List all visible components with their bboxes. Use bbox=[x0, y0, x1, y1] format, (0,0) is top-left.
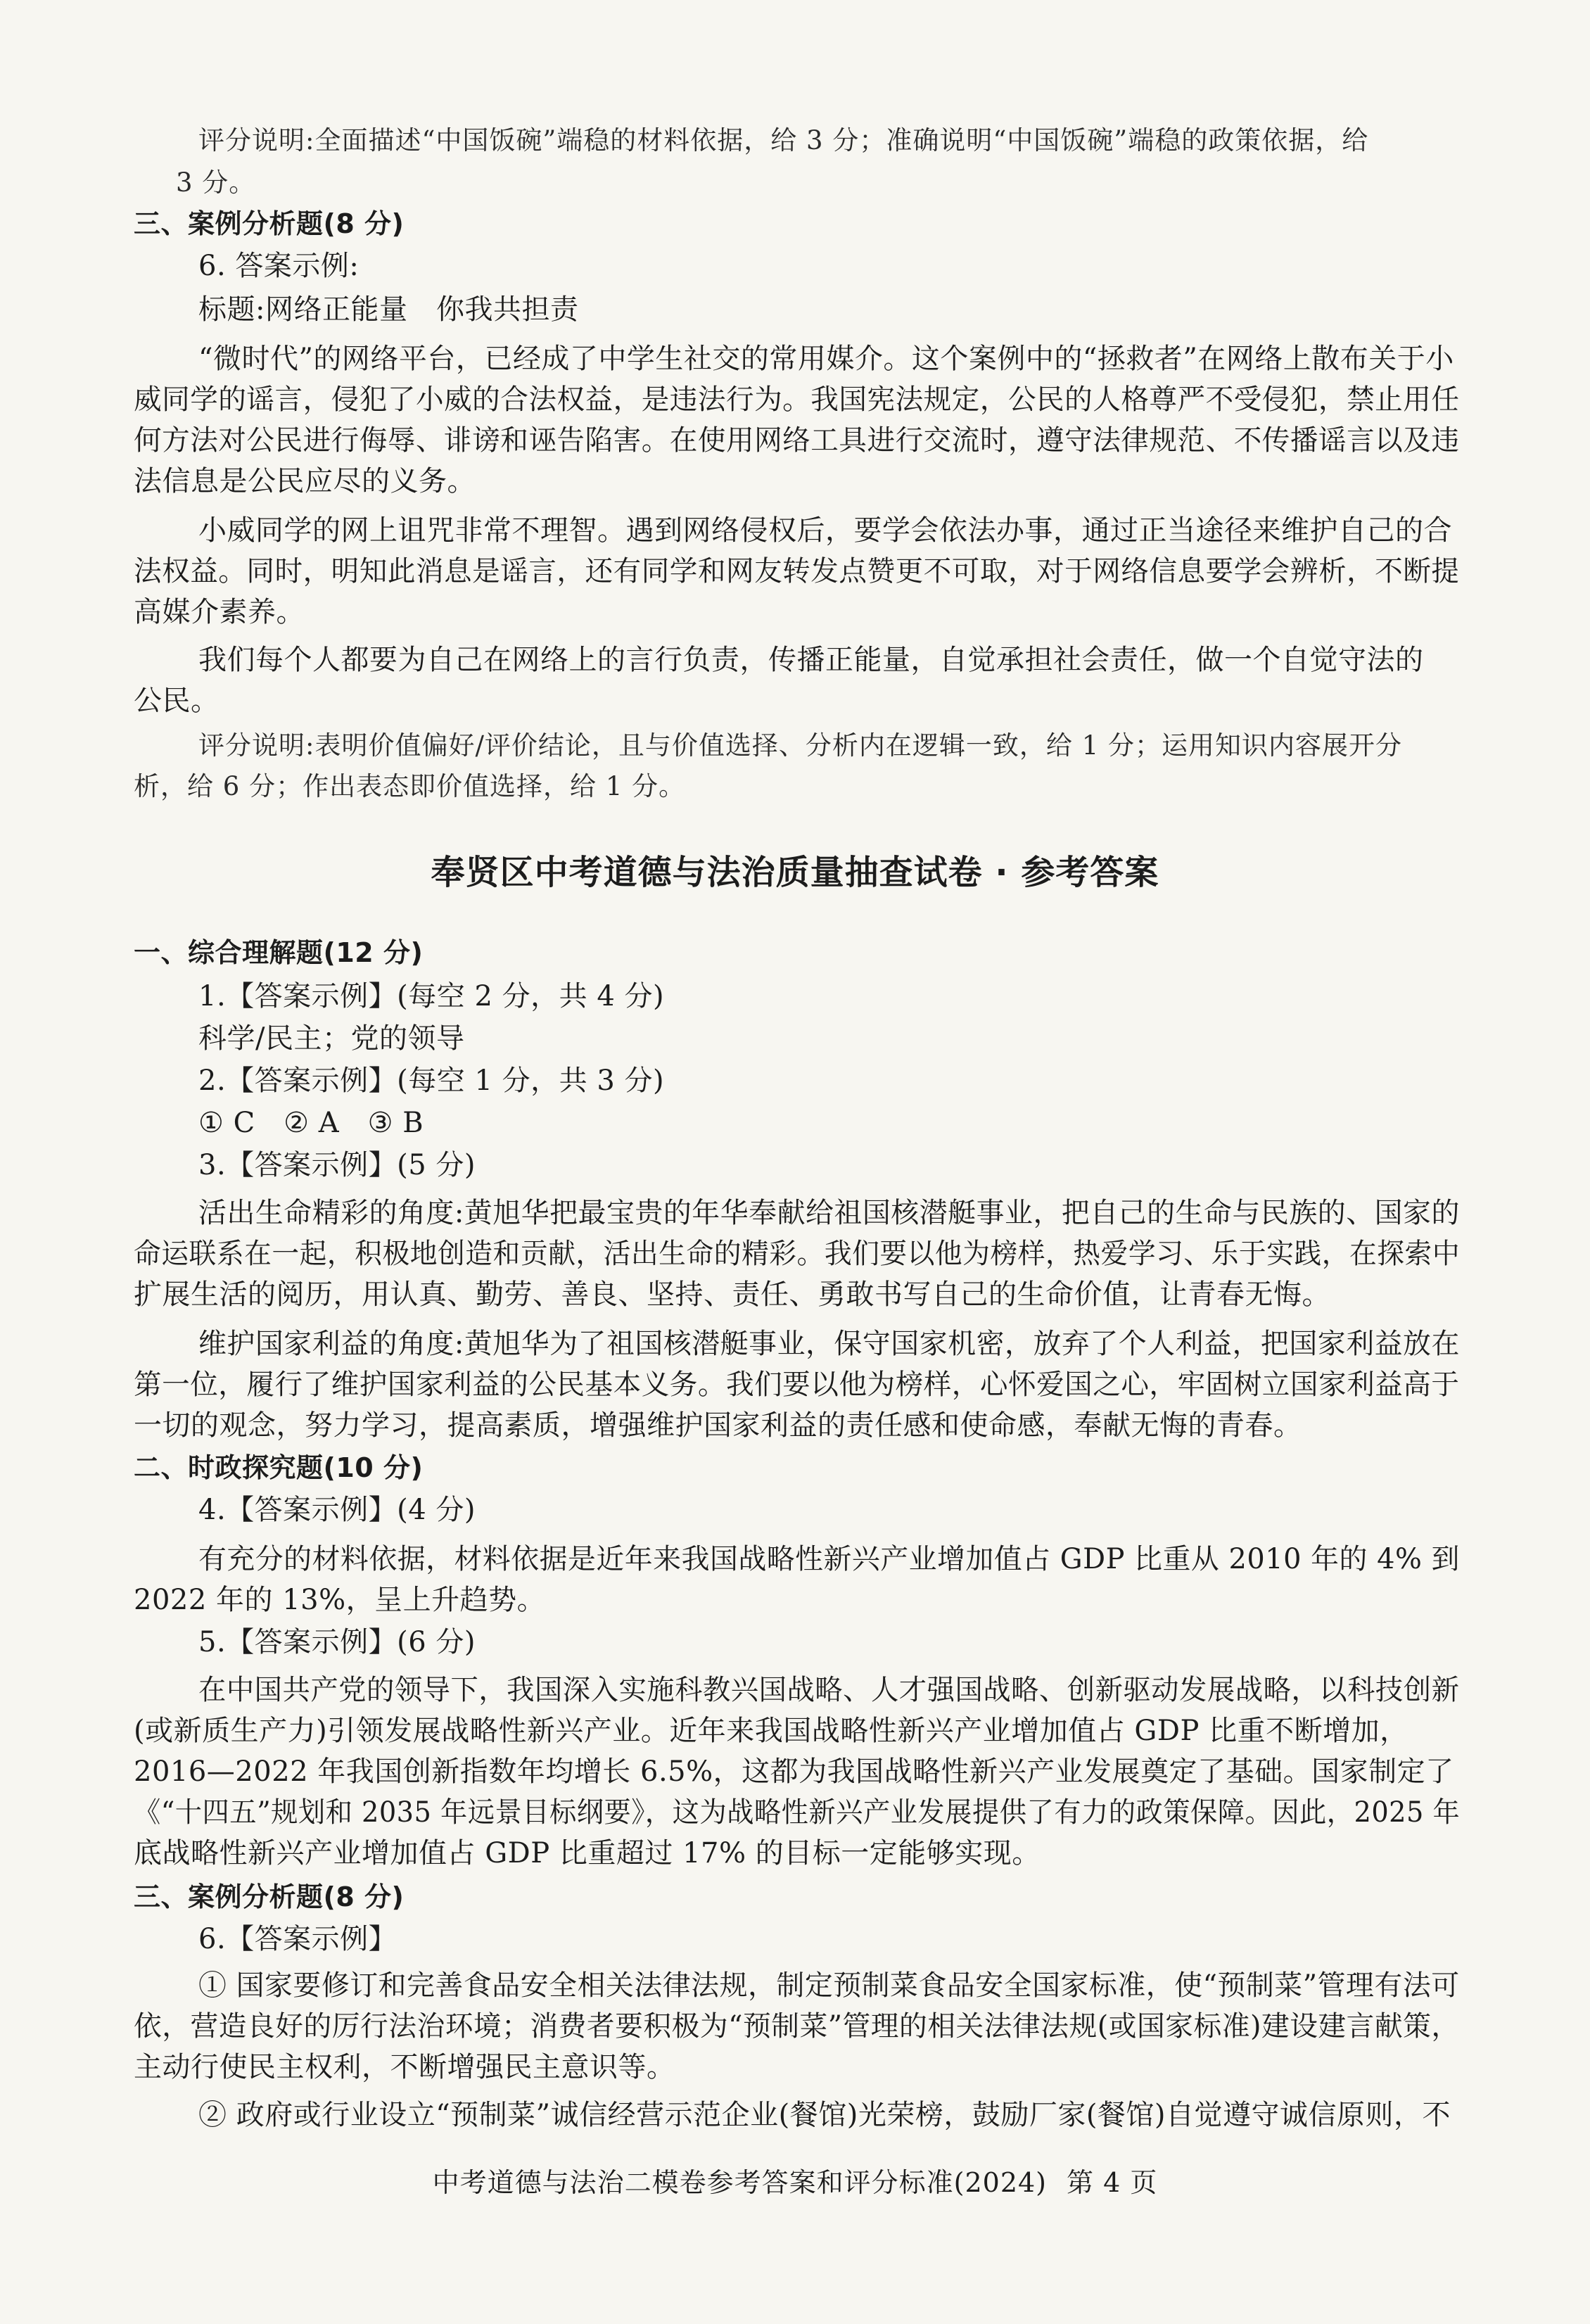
answer-line: 科学/民主；党的领导 bbox=[198, 1022, 465, 1055]
paragraph-line: 法信息是公民应尽的义务。 bbox=[134, 465, 476, 497]
question-label: 1.【答案示例】(每空 2 分，共 4 分) bbox=[198, 980, 665, 1012]
page-footer bbox=[0, 2164, 1590, 2201]
part3-heading: 三、案例分析题(8 分) bbox=[134, 1881, 405, 1912]
question-label: 4.【答案示例】(4 分) bbox=[198, 1494, 476, 1526]
answer-line: 依，营造良好的厉行法治环境；消费者要积极为“预制菜”管理的相关法律法规(或国家标准)建设建言献策， bbox=[134, 2010, 1460, 2043]
question-label: 5.【答案示例】(6 分) bbox=[198, 1626, 476, 1658]
paragraph-line: 扩展生活的阅历，用认真、勤劳、善良、坚持、责任、勇敢书写自己的生命价值，让青春无悔。 bbox=[134, 1278, 1330, 1311]
paragraph-line: 何方法对公民进行侮辱、诽谤和诬告陷害。在使用网络工具进行交流时，遵守法律规范、不传播谣言以及违 bbox=[134, 424, 1460, 457]
footer-doc-name: 中考道德与法治二模卷参考答案和评分标准(2024) bbox=[432, 2167, 1048, 2198]
question-label: 3.【答案示例】(5 分) bbox=[198, 1149, 476, 1181]
answer-line: ② 政府或行业设立“预制菜”诚信经营示范企业(餐馆)光荣榜，鼓励厂家(餐馆)自觉遵守诚信原则，不 bbox=[198, 2099, 1451, 2131]
scoring-note-line: 3 分。 bbox=[176, 167, 256, 198]
answer-title: 标题:网络正能量 你我共担责 bbox=[198, 293, 579, 326]
paragraph-line: 公民。 bbox=[134, 685, 220, 717]
scoring-note-line: 评分说明:表明价值偏好/评价结论，且与价值选择、分析内在逻辑一致，给 1 分；运用知识内容展开分 bbox=[198, 730, 1402, 761]
scoring-note-line: 析，给 6 分；作出表态即价值选择，给 1 分。 bbox=[134, 771, 686, 801]
part1-heading: 一、综合理解题(12 分) bbox=[134, 937, 424, 968]
paragraph-line: 高媒介素养。 bbox=[134, 596, 305, 628]
answer-line: (或新质生产力)引领发展战略性新兴产业。近年来我国战略性新兴产业增加值占 GDP 比重不断增加， bbox=[134, 1715, 1408, 1747]
paragraph-line: 维护国家利益的角度:黄旭华为了祖国核潜艇事业，保守国家机密，放弃了个人利益，把国家利益放在 bbox=[198, 1328, 1460, 1360]
answer-line: 2022 年的 13%，呈上升趋势。 bbox=[134, 1584, 546, 1616]
paragraph-line: 威同学的谣言，侵犯了小威的合法权益，是违法行为。我国宪法规定，公民的人格尊严不受侵犯，禁止用任 bbox=[134, 383, 1460, 416]
answer-line: ① 国家要修订和完善食品安全相关法律法规，制定预制菜食品安全国家标准，使“预制菜”管理有法可 bbox=[198, 1969, 1460, 2002]
question-label: 6. 答案示例: bbox=[198, 250, 360, 282]
paragraph-line: 第一位，履行了维护国家利益的公民基本义务。我们要以他为榜样，心怀爱国之心，牢固树立国家利益高于 bbox=[134, 1369, 1460, 1401]
answer-line: 主动行使民主权利，不断增强民主意识等。 bbox=[134, 2051, 675, 2083]
answer-line: 底战略性新兴产业增加值占 GDP 比重超过 17% 的目标一定能够实现。 bbox=[134, 1837, 1041, 1869]
footer-page-number: 第 4 页 bbox=[1067, 2167, 1158, 2198]
question-label: 2.【答案示例】(每空 1 分，共 3 分) bbox=[198, 1065, 665, 1097]
answer-line: 2016—2022 年我国创新指数年均增长 6.5%，这都为我国战略性新兴产业发展奠定了基础。国家制定了 bbox=[134, 1755, 1454, 1788]
answer-line: 《“十四五”规划和 2035 年远景目标纲要》，这为战略性新兴产业发展提供了有力的政策保障。因此，2025 年 bbox=[134, 1796, 1461, 1829]
paragraph-line: 我们每个人都要为自己在网络上的言行负责，传播正能量，自觉承担社会责任，做一个自觉守法的 bbox=[198, 644, 1424, 676]
paragraph-line: 法权益。同时，明知此消息是谣言，还有同学和网友转发点赞更不可取，对于网络信息要学会辨析，不断提 bbox=[134, 555, 1460, 588]
scoring-note-line: 评分说明:全面描述“中国饭碗”端稳的材料依据，给 3 分；准确说明“中国饭碗”端稳的政策依据，给 bbox=[198, 125, 1369, 155]
section-title: 奉贤区中考道德与法治质量抽查试卷 · 参考答案 bbox=[431, 853, 1159, 892]
paragraph-line: 小威同学的网上诅咒非常不理智。遇到网络侵权后，要学会依法办事，通过正当途径来维护自己的合 bbox=[198, 514, 1452, 547]
paragraph-line: “微时代”的网络平台，已经成了中学生社交的常用媒介。这个案例中的“拯救者”在网络上散布关于小 bbox=[198, 343, 1454, 375]
paragraph-line: 活出生命精彩的角度:黄旭华把最宝贵的年华奉献给祖国核潜艇事业，把自己的生命与民族的、国家的 bbox=[198, 1197, 1460, 1229]
section-heading-case: 三、案例分析题(8 分) bbox=[134, 208, 405, 239]
paragraph-line: 一切的观念，努力学习，提高素质，增强维护国家利益的责任感和使命感，奉献无悔的青春。 bbox=[134, 1409, 1302, 1442]
answer-line: 有充分的材料依据，材料依据是近年来我国战略性新兴产业增加值占 GDP 比重从 2010 年的 4% 到 bbox=[198, 1543, 1460, 1575]
question-label: 6.【答案示例】 bbox=[198, 1923, 398, 1955]
paragraph-line: 命运联系在一起，积极地创造和贡献，活出生命的精彩。我们要以他为榜样，热爱学习、乐于实践，在探索中 bbox=[134, 1238, 1461, 1270]
answer-line: ① C ② A ③ B bbox=[198, 1107, 424, 1139]
part2-heading: 二、时政探究题(10 分) bbox=[134, 1452, 424, 1483]
answer-line: 在中国共产党的领导下，我国深入实施科教兴国战略、人才强国战略、创新驱动发展战略，以科技创新 bbox=[198, 1674, 1460, 1706]
